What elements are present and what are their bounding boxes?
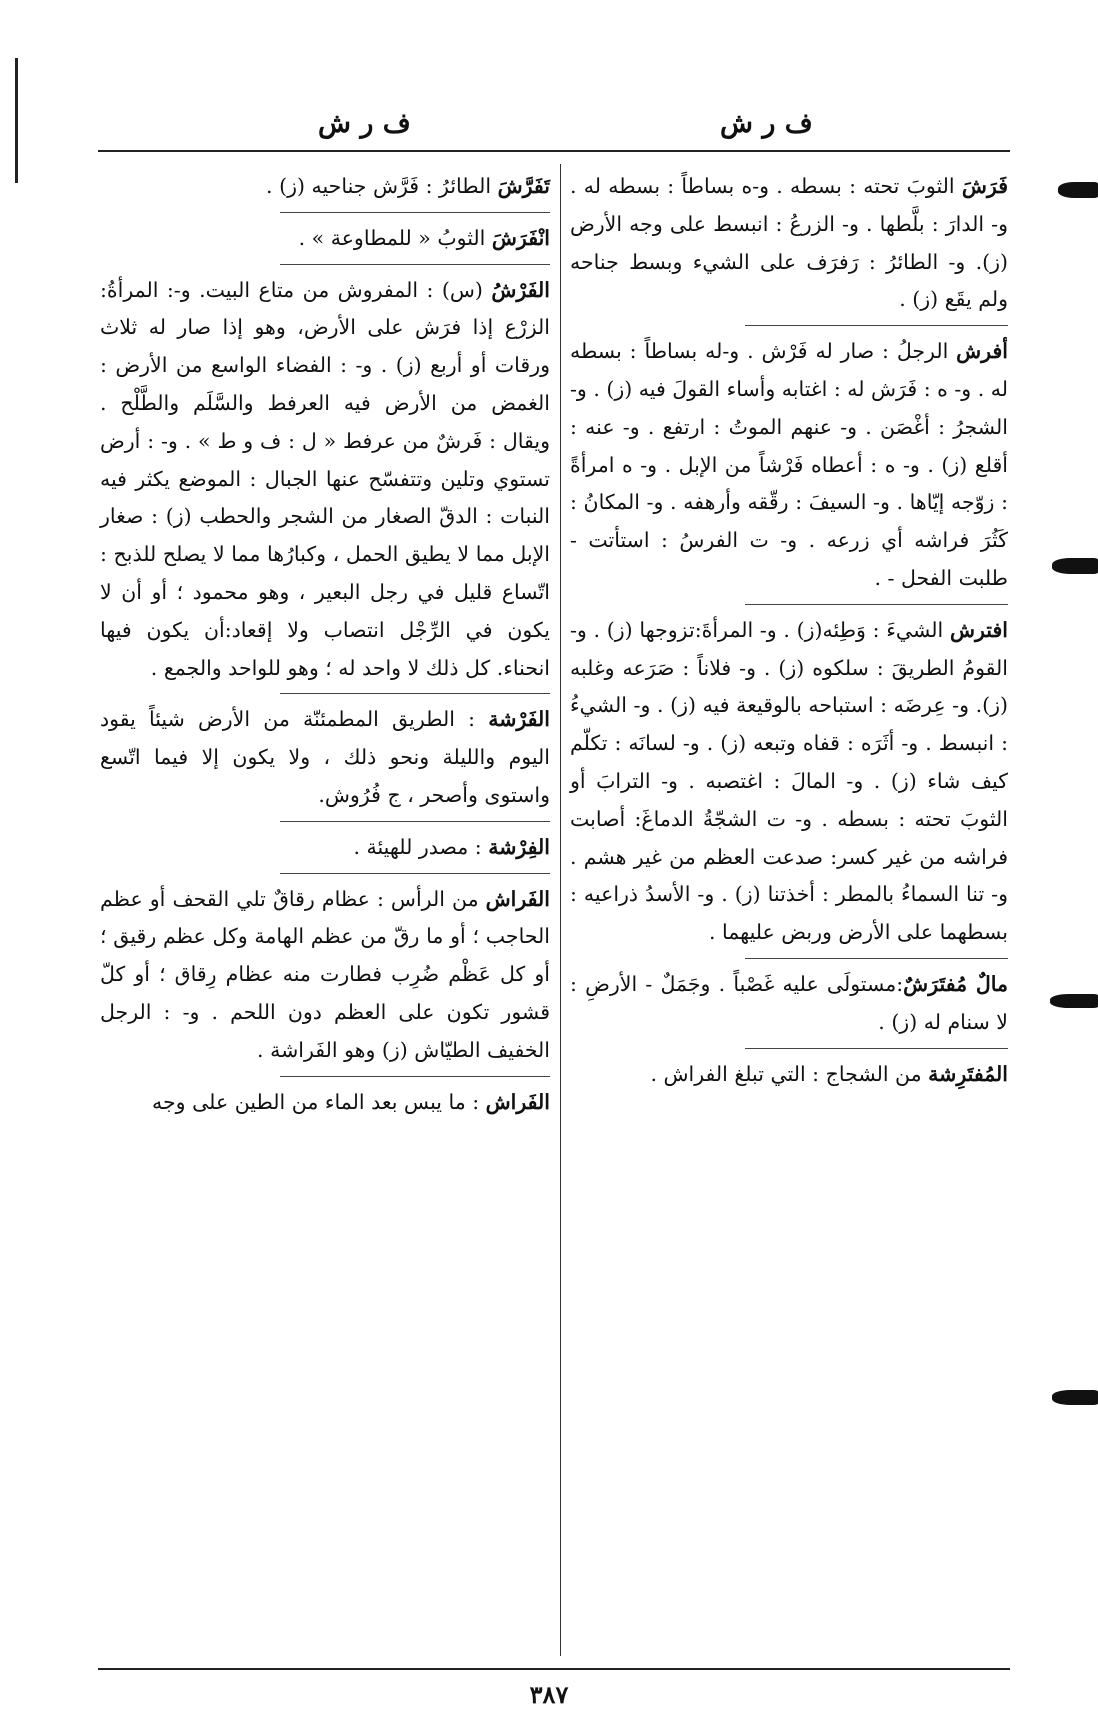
entry-headword: الفَراش [485, 886, 550, 911]
entry-headword: افترش [949, 617, 1008, 642]
dictionary-entry [100, 1084, 550, 1129]
left-column [100, 168, 550, 1135]
binding-edge-line [15, 58, 18, 183]
dictionary-entry [100, 220, 550, 265]
entry-definition: الرجلُ : صار له فَرْش . و-له بساطاً : بسطه له . و- ه : فَرَش له : اغتابه وأساء القولَ فيه (ز) . و- الشجرُ : أغْصَن . و- عنهم الموتُ : ارتفع . و- عنه : أقلع (ز) . و- ه : أعطاه فَرْشاً من الإبل . و- ه امرأةً : زوّجه إيّاها . و- السيفَ : رقّقه وأرهفه . و- المكانُ : كَثُرَ فراشه أي زرعه . و- ت الفرسُ : استأتت - طلبت الفحل - . [570, 339, 1008, 590]
entry-definition: من الرأس : عظام رقاقٌ تلي القحف أو عظم الحاجب ؛ أو ما رقّ من عظم الهامة وكل عظم رقيق ؛ أو كل عَظْم ضُرِب فطارت منه عظام رِقاق ؛ أو كلّ قشور تكون على العظم دون اللحم . و- : الرجل الخفيف الطيّاش (ز) وهو الفَراشة . [100, 886, 550, 1062]
entry-headword: الفَراش [485, 1089, 550, 1114]
entry-headword: فَرَشَ [961, 174, 1008, 198]
entry-definition: : الطريق المطمئنّة من الأرض شيئاً يقود اليوم والليلة ونحو ذلك ، ولا يكون إلا فيما اتّسع واستوى وأصحر ، ج فُرُوش. [100, 707, 550, 807]
dictionary-entry [100, 168, 550, 213]
header-root-left: ف ر ش [318, 108, 411, 139]
dictionary-entry [100, 829, 550, 874]
entry-headword: المُفتَرِشة [928, 1061, 1008, 1086]
entry-headword: الفَرْشُ [491, 277, 550, 302]
edge-mark [1058, 182, 1098, 198]
entry-headword: مالٌ مُفتَرَشٌ [903, 971, 1008, 996]
bottom-rule [98, 1668, 1010, 1670]
entry-definition: الطائرُ : فَرَّش جناحيه (ز) . [266, 174, 498, 198]
entry-definition: : ما يبس بعد الماء من الطين على وجه [152, 1089, 486, 1114]
entry-definition: (س) : المفروش من متاع البيت. و-: المرأةُ: الزرْع إذا فرَش على الأرض، وهو إذا صار له ثلاث ورقات أو أربع (ز) . و- : الفضاء الواسع من الأرض : الغمض من الأرض فيه العرفط والسَّلَم والطَّلْح . ويقال : فَرشٌ من عرفط « ل : ف و ط » . و- : أرض تستوي وتلين وتتفسّح عنها الجبال : الموضع يكثر فيه النبات : الدقّ الصغار من الشجر والحطب (ز) : صغار الإبل مما لا يطيق الحمل ، وكبارُها مما لا يصلح للذبح : اتّساع قليل في رجل البعير ، وهو محمود ؛ أو أن لا يكون في الرِّجْل انتصاب ولا إقعاد:أن يكون فيها انحناء. كل ذلك لا واحد له ؛ وهو للواحد والجمع . [100, 277, 550, 680]
entry-headword: انْفَرَشَ [491, 225, 550, 250]
entry-headword: الفِرْشة [488, 834, 550, 859]
entry-definition: الثوبَ تحته : بسطه . و-ه بساطاً : بسطه له . و- الدارَ : بلَّطها . و- الزرعُ : انبسط على وجه الأرض (ز). و- الطائرُ : رَفرَف على الشيء وبسط جناحه ولم يقَع (ز) . [570, 174, 1008, 312]
entry-headword: أفرش [956, 339, 1008, 364]
dictionary-entry [570, 612, 1008, 959]
edge-mark [1050, 994, 1098, 1008]
entry-definition: :مستولَى عليه غَصْباً . وجَمَلٌ - الأرضِ : لا سنام له (ز) . [570, 971, 1008, 1034]
right-column [570, 168, 1008, 1107]
dictionary-entry [570, 1056, 1008, 1101]
edge-mark [1052, 558, 1098, 574]
dictionary-entry [570, 333, 1008, 605]
entry-headword: الفَرْشة [488, 707, 550, 732]
dictionary-entry [100, 272, 550, 695]
column-divider [560, 164, 561, 1656]
entry-definition: الثوبُ « للمطاوعة » . [298, 225, 492, 250]
page-number: ٣٨٧ [529, 1680, 569, 1709]
dictionary-entry [570, 168, 1008, 326]
dictionary-entry [100, 701, 550, 821]
dictionary-entry [100, 881, 550, 1077]
entry-headword: تَفَرَّشَ [497, 174, 550, 198]
entry-definition: من الشجاج : التي تبلغ الفراش . [650, 1061, 929, 1086]
top-rule [98, 150, 1010, 152]
entry-definition: الشيءَ : وَطِئه(ز) . و- المرأةَ:تزوجها (ز) . و- القومُ الطريقَ : سلكوه (ز) . و- فلاناً : صَرَعه وغلبه (ز). و- عِرضَه : استباحه بالوقيعة فيه (ز) . و- الشيءُ : انبسط . و- أثَرَه : قفاه وتبعه (ز) . و- لسانَه : تكلّم كيف شاء (ز) . و- المالَ : اغتصبه . و- الترابَ أو الثوبَ تحته : بسطه . و- ت الشجّةُ الدماغَ: أصابت فراشه من غير كسر: صدعت العظم من غير هشم . و- تنا السماءُ بالمطر : أخذتنا (ز) . و- الأسدُ ذراعيه : بسطهما على الأرض وربض عليهما . [570, 617, 1008, 945]
header-root-right: ف ر ش [720, 108, 813, 139]
edge-mark [1052, 1390, 1098, 1405]
dictionary-entry [570, 966, 1008, 1049]
entry-definition: : مصدر للهيئة . [353, 834, 489, 859]
